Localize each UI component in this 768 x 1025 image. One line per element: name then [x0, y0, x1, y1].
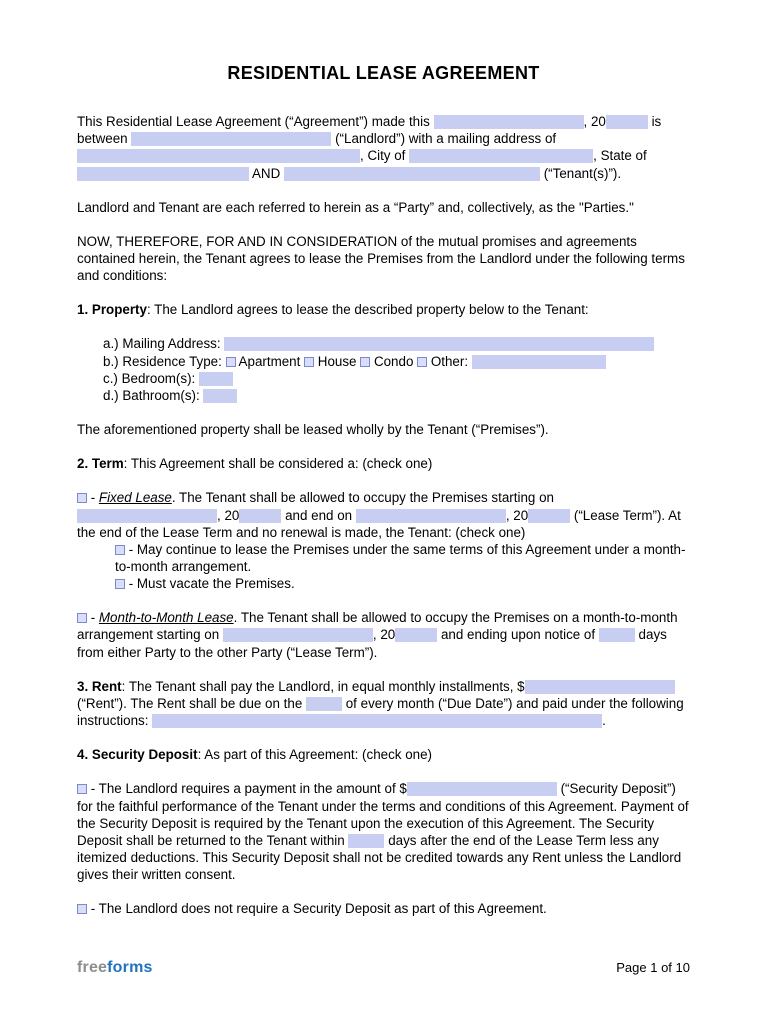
section-4-security-deposit-heading: [77, 746, 690, 763]
text-run: Landlord and Tenant are each referred to herein as a “Party” and, collectively, as the "Parties.": [77, 199, 634, 215]
parties-paragraph: [77, 199, 690, 216]
text-run: (“Lease Term”). At the end of the Lease Term and no renewal is made, the Tenant: (check one): [77, 507, 681, 540]
section-2-term-heading: [77, 455, 690, 472]
deposit-return-days-field[interactable]: [348, 834, 384, 848]
must-vacate-checkbox[interactable]: [115, 579, 125, 589]
m2m-start-date-field[interactable]: [223, 628, 373, 642]
other-residence-field[interactable]: [472, 355, 606, 369]
text-run: -: [87, 490, 99, 506]
text-run: c.) Bedroom(s):: [103, 370, 199, 386]
text-run: days after the end of the Lease Term less any itemized deductions. This Security Deposit shall not be credited towards any Rent unless the Landlord gives their written consent.: [77, 832, 682, 883]
bedrooms-field[interactable]: [199, 372, 233, 386]
text-run: , City of: [360, 148, 410, 164]
text-run: : This Agreement shall be considered a: (check one): [123, 456, 433, 472]
no-deposit-paragraph: [77, 900, 690, 917]
text-run: -: [87, 610, 99, 626]
condo-checkbox[interactable]: [360, 357, 370, 367]
state-field[interactable]: [77, 167, 249, 181]
fixed-end-year-field[interactable]: [528, 509, 570, 523]
property-details-list: [77, 335, 690, 404]
text-run: AND: [249, 165, 284, 181]
may-continue-checkbox[interactable]: [115, 545, 125, 555]
text-run: - The Landlord requires a payment in the amount of $: [87, 781, 407, 797]
text-run: (“Security Deposit”) for the faithful performance of the Tenant under the terms and conditions of this Agreement. Payment of the Security Deposit is required by the Tenant upon the execution of this Agreement. The Security Deposit shall be returned to the Tenant within: [77, 781, 689, 848]
text-run: Condo: [370, 353, 418, 369]
page-number-label: Page 1 of 10: [616, 960, 690, 976]
text-run: NOW, THEREFORE, FOR AND IN CONSIDERATION of the mutual promises and agreements contained herein, the Tenant agrees to lease the Premises from the Landlord under the following terms and conditions:: [77, 233, 685, 284]
deposit-amount-field[interactable]: [407, 782, 557, 796]
rent-amount-field[interactable]: [525, 680, 675, 694]
m2m-start-year-field[interactable]: [395, 628, 437, 642]
month-to-month-paragraph: [77, 609, 690, 660]
deposit-required-paragraph: [77, 780, 690, 883]
text-run: - The Landlord does not require a Security Deposit as part of this Agreement.: [87, 901, 547, 917]
text-run: Apartment: [235, 353, 305, 369]
fixed-end-date-field[interactable]: [356, 509, 506, 523]
brand-free-text: free: [77, 959, 108, 977]
agreement-day-field[interactable]: [434, 115, 584, 129]
document-content: [77, 113, 690, 917]
text-run: and ending upon notice of: [437, 627, 599, 643]
section-1-property-heading: [77, 301, 690, 318]
text-run: , 20: [372, 627, 396, 643]
landlord-mailing-address-field[interactable]: [77, 149, 360, 163]
text-run: is between: [77, 114, 662, 147]
no-deposit-checkbox[interactable]: [77, 904, 87, 914]
mailing-address-item: [103, 335, 690, 352]
text-run: , State of: [593, 148, 647, 164]
month-to-month-checkbox[interactable]: [77, 613, 87, 623]
text-run: House: [314, 353, 361, 369]
text-run: and end on: [281, 507, 356, 523]
apartment-checkbox[interactable]: [226, 357, 236, 367]
consideration-paragraph: [77, 233, 690, 284]
fixed-start-date-field[interactable]: [77, 509, 217, 523]
text-run: : The Tenant shall pay the Landlord, in equal monthly installments, $: [121, 678, 525, 694]
text-run: . The Tenant shall be allowed to occupy the Premises starting on: [171, 490, 554, 506]
section-3-rent-paragraph: [77, 678, 690, 729]
text-run: . The Tenant shall be allowed to occupy the Premises on a month-to-month arrangement starting on: [77, 610, 678, 643]
payment-instructions-field[interactable]: [152, 714, 602, 728]
text-run: d.) Bathroom(s):: [103, 387, 204, 403]
property-mailing-address-field[interactable]: [224, 337, 654, 351]
fixed-lease-options-list: [77, 541, 690, 592]
fixed-lease-paragraph: [77, 489, 690, 540]
landlord-name-field[interactable]: [131, 132, 331, 146]
rent-due-day-field[interactable]: [306, 697, 342, 711]
text-run: - Must vacate the Premises.: [125, 576, 295, 592]
text-run: (“Tenant(s)”).: [539, 165, 622, 181]
section-4-label: 4. Security Deposit: [77, 747, 198, 763]
bathrooms-field[interactable]: [203, 389, 237, 403]
text-run: (“Landlord”) with a mailing address of: [331, 131, 557, 147]
brand-forms-text: forms: [107, 959, 153, 977]
text-run: a.) Mailing Address:: [103, 336, 225, 352]
text-run: , 20: [583, 114, 606, 130]
section-3-label: 3. Rent: [77, 678, 122, 694]
text-run: days from either Party to the other Party (“Lease Term”).: [77, 627, 667, 660]
house-checkbox[interactable]: [304, 357, 314, 367]
premises-paragraph: [77, 421, 690, 438]
document-title: RESIDENTIAL LEASE AGREEMENT: [227, 63, 540, 83]
text-run: This Residential Lease Agreement (“Agreement”) made this: [77, 114, 434, 130]
bedrooms-item: [103, 370, 690, 387]
bathrooms-item: [103, 387, 690, 404]
other-residence-checkbox[interactable]: [417, 357, 427, 367]
page-footer: [77, 958, 690, 978]
may-continue-item: [115, 541, 690, 575]
fixed-start-year-field[interactable]: [239, 509, 281, 523]
text-run: - May continue to lease the Premises under the same terms of this Agreement under a month-to-month arrangement.: [115, 541, 686, 574]
agreement-year-field[interactable]: [606, 115, 648, 129]
text-run: (“Rent”). The Rent shall be due on the: [77, 695, 307, 711]
text-run: , 20: [217, 507, 240, 523]
city-field[interactable]: [409, 149, 593, 163]
text-run: , 20: [505, 507, 529, 523]
text-run: : The Landlord agrees to lease the described property below to the Tenant:: [146, 302, 589, 318]
text-run: .: [602, 713, 606, 729]
deposit-required-checkbox[interactable]: [77, 784, 87, 794]
text-run: : As part of this Agreement: (check one): [197, 747, 433, 763]
text-run: b.) Residence Type:: [103, 353, 226, 369]
text-run: The aforementioned property shall be leased wholly by the Tenant (“Premises”).: [77, 422, 549, 438]
freeforms-logo: [77, 958, 153, 978]
fixed-lease-checkbox[interactable]: [77, 493, 87, 503]
month-to-month-label: Month-to-Month Lease: [98, 610, 234, 626]
residence-type-item: [103, 353, 690, 370]
tenant-name-field[interactable]: [284, 167, 540, 181]
fixed-lease-label: Fixed Lease: [98, 490, 172, 506]
section-2-label: 2. Term: [77, 456, 124, 472]
text-run: Other:: [427, 353, 472, 369]
intro-paragraph: [77, 113, 690, 182]
must-vacate-item: [115, 575, 690, 592]
text-run: of every month (“Due Date”) and paid under the following instructions:: [77, 695, 684, 729]
notice-days-field[interactable]: [599, 628, 635, 642]
section-1-label: 1. Property: [77, 302, 147, 318]
